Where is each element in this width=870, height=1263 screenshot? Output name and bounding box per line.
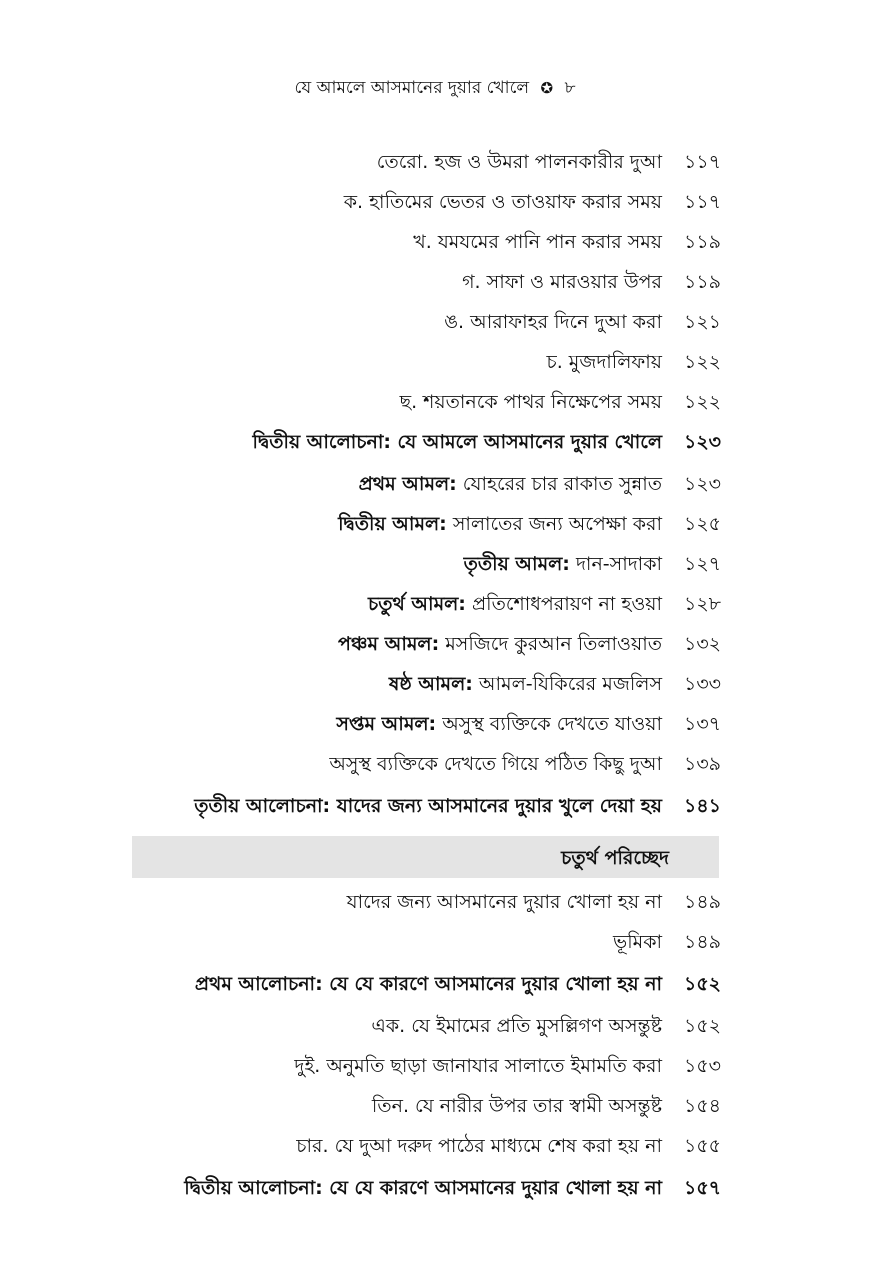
toc-entry-lead: পঞ্চম আমল: bbox=[338, 633, 440, 655]
toc-entry[interactable] bbox=[0, 704, 870, 744]
toc-entry-title bbox=[464, 544, 662, 584]
toc-entry[interactable] bbox=[0, 504, 870, 544]
toc-entry[interactable] bbox=[0, 142, 870, 182]
toc-entry-page: ১৪৯ bbox=[684, 931, 721, 953]
toc-entry-rest: প্রতিশোধপরায়ণ না হওয়া bbox=[471, 593, 662, 615]
toc-entry-page: ১৫৩ bbox=[684, 1055, 722, 1077]
toc-entry-page: ১৩২ bbox=[684, 633, 722, 655]
toc-entry-title: প্রথম আলোচনা: যে যে কারণে আসমানের দুয়ার খোলা হয় না bbox=[194, 973, 662, 995]
toc-entry-page: ১২২ bbox=[684, 391, 722, 413]
toc-entry-title: খ. যমযমের পানি পান করার সময় bbox=[413, 231, 662, 253]
toc-entry-title bbox=[338, 504, 662, 544]
toc-entry-page: ১৪১ bbox=[684, 795, 721, 817]
toc-entry-page: ১১৯ bbox=[684, 271, 721, 293]
toc-entry[interactable] bbox=[0, 922, 870, 962]
toc-entry-page: ১৫৪ bbox=[684, 1095, 721, 1117]
toc-section-heading[interactable] bbox=[0, 964, 870, 1004]
toc-entry-rest: মসজিদে কুরআন তিলাওয়াত bbox=[445, 633, 662, 655]
toc-entry-title: অসুস্থ ব্যক্তিকে দেখতে গিয়ে পঠিত কিছু দুআ bbox=[329, 753, 662, 775]
header-page-number: ৮ bbox=[564, 78, 576, 98]
chapter-title: চতুর্থ পরিচ্ছেদ bbox=[561, 847, 669, 869]
toc-entry[interactable] bbox=[0, 664, 870, 704]
toc-entry[interactable] bbox=[0, 1046, 870, 1086]
toc-entry-page: ১৫৭ bbox=[684, 1177, 722, 1199]
toc-entry-lead: দ্বিতীয় আমল: bbox=[338, 513, 447, 535]
chapter-heading-band bbox=[132, 836, 719, 878]
separator-ornament-icon: ✪ bbox=[540, 79, 554, 97]
toc-entry[interactable] bbox=[0, 342, 870, 382]
toc-entry-title bbox=[389, 664, 662, 704]
toc-entry[interactable] bbox=[0, 1126, 870, 1166]
toc-entry-title: ছ. শয়তানকে পাথর নিক্ষেপের সময় bbox=[399, 391, 662, 413]
toc-entry-title: দ্বিতীয় আলোচনা: যে আমলে আসমানের দুয়ার খোলে bbox=[252, 431, 662, 453]
toc-entry-title: তেরো. হজ ও উমরা পালনকারীর দুআ bbox=[376, 151, 662, 173]
toc-entry-page: ১৩৩ bbox=[684, 673, 722, 695]
toc-entry-rest: দান-সাদাকা bbox=[575, 553, 662, 575]
toc-entry-page: ১৫২ bbox=[684, 1015, 722, 1037]
toc-entry-lead: চতুর্থ আমল: bbox=[368, 593, 466, 615]
toc-entry-page: ১২১ bbox=[684, 311, 722, 333]
toc-entry[interactable] bbox=[0, 262, 870, 302]
toc-entry[interactable] bbox=[0, 1086, 870, 1126]
toc-entry-page: ১২৮ bbox=[684, 593, 722, 615]
toc-entry-title: যাদের জন্য আসমানের দুয়ার খোলা হয় না bbox=[346, 891, 662, 913]
toc-entry-page: ১৫৫ bbox=[684, 1135, 721, 1157]
toc-entry-page: ১২৩ bbox=[684, 473, 722, 495]
toc-entry-title: ভূমিকা bbox=[613, 931, 662, 953]
toc-entry-title: ঙ. আরাফাহর দিনে দুআ করা bbox=[444, 311, 662, 333]
toc-entry-page: ১৫২ bbox=[684, 973, 722, 995]
toc-entry-page: ১১৭ bbox=[684, 151, 722, 173]
toc-entry-lead: তৃতীয় আমল: bbox=[463, 553, 570, 575]
toc-entry-title: চ. মুজদালিফায় bbox=[546, 351, 662, 373]
toc-section-heading[interactable] bbox=[0, 1168, 870, 1208]
toc-entry[interactable] bbox=[0, 222, 870, 262]
toc-entry-rest: সালাতের জন্য অপেক্ষা করা bbox=[452, 513, 662, 535]
toc-entry-title: গ. সাফা ও মারওয়ার উপর bbox=[462, 271, 662, 293]
toc-entry-page: ১২৩ bbox=[684, 431, 722, 453]
toc-entry-title bbox=[368, 584, 662, 624]
toc-entry-title bbox=[359, 464, 662, 504]
toc-entry-page: ১১৭ bbox=[684, 191, 722, 213]
toc-entry-page: ১১৯ bbox=[684, 231, 721, 253]
toc-entry-lead: প্রথম আমল: bbox=[358, 473, 457, 495]
toc-entry[interactable] bbox=[0, 744, 870, 784]
running-title: যে আমলে আসমানের দুয়ার খোলে bbox=[294, 78, 530, 98]
toc-entry-title: দ্বিতীয় আলোচনা: যে যে কারণে আসমানের দুয়ার খোলা হয় না bbox=[184, 1177, 662, 1199]
toc-entry[interactable] bbox=[0, 382, 870, 422]
toc-entry[interactable] bbox=[0, 882, 870, 922]
toc-entry-rest: আমল-যিকিরের মজলিস bbox=[478, 673, 662, 695]
toc-entry[interactable] bbox=[0, 624, 870, 664]
toc-section-heading[interactable] bbox=[0, 786, 870, 826]
toc-entry-lead: ষষ্ঠ আমল: bbox=[388, 673, 473, 695]
toc-entry-title: এক. যে ইমামের প্রতি মুসল্লিগণ অসন্তুষ্ট bbox=[371, 1015, 662, 1037]
toc-entry-title: দুই. অনুমতি ছাড়া জানাযার সালাতে ইমামতি করা bbox=[294, 1055, 662, 1077]
toc-entry-title: তৃতীয় আলোচনা: যাদের জন্য আসমানের দুয়ার খুলে দেয়া হয় bbox=[194, 795, 662, 817]
toc-entry-page: ১৪৯ bbox=[684, 891, 721, 913]
toc-entry-title bbox=[338, 624, 662, 664]
toc-entry-page: ১৩৯ bbox=[684, 753, 722, 775]
toc-entry-page: ১২৫ bbox=[684, 513, 722, 535]
toc-entry-rest: অসুস্থ ব্যক্তিকে দেখতে যাওয়া bbox=[442, 713, 662, 735]
toc-entry-lead: সপ্তম আমল: bbox=[336, 713, 437, 735]
toc-entry-page: ১২২ bbox=[684, 351, 722, 373]
toc-entry-title: চার. যে দুআ দরুদ পাঠের মাধ্যমে শেষ করা হয় না bbox=[296, 1135, 662, 1157]
toc-entry-rest: যোহরের চার রাকাত সুন্নাত bbox=[462, 473, 662, 495]
toc-entry-title: তিন. যে নারীর উপর তার স্বামী অসন্তুষ্ট bbox=[371, 1095, 662, 1117]
toc-entry[interactable] bbox=[0, 464, 870, 504]
toc-entry[interactable] bbox=[0, 302, 870, 342]
toc-entry-title bbox=[336, 704, 662, 744]
toc-section-heading[interactable] bbox=[0, 422, 870, 462]
toc-entry[interactable] bbox=[0, 544, 870, 584]
toc-entry[interactable] bbox=[0, 584, 870, 624]
toc-entry-title: ক. হাতিমের ভেতর ও তাওয়াফ করার সময় bbox=[343, 191, 662, 213]
toc-entry[interactable] bbox=[0, 182, 870, 222]
toc-entry[interactable] bbox=[0, 1006, 870, 1046]
toc-entry-page: ১৩৭ bbox=[684, 713, 722, 735]
toc-entry-page: ১২৭ bbox=[684, 553, 722, 575]
